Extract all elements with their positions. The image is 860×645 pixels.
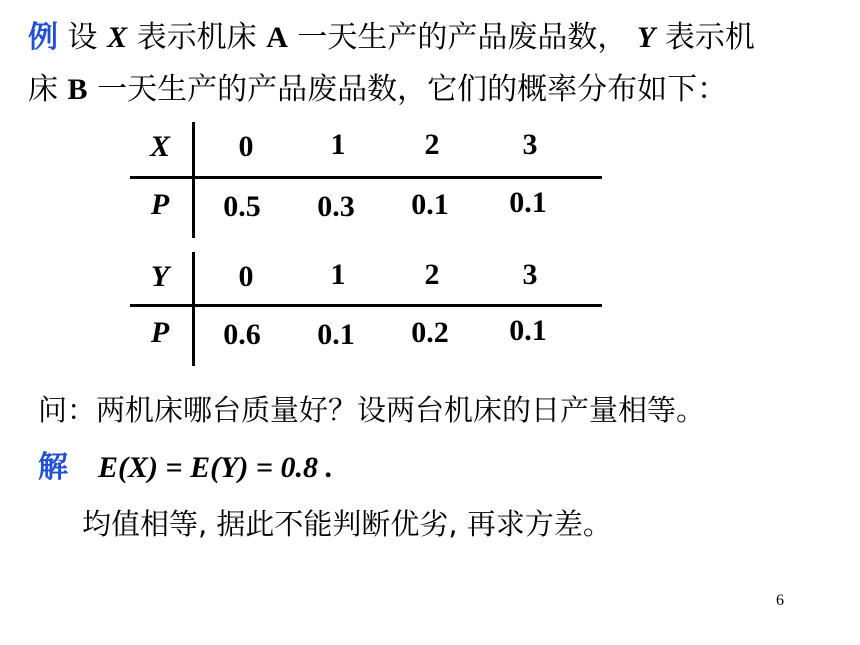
table-y-value: 3: [522, 258, 538, 291]
table-y-prob: 0.2: [411, 316, 449, 349]
question-text: 问：两机床哪台质量好？设两台机床的日产量相等。: [38, 393, 706, 427]
table-x-var-header: X: [149, 130, 170, 163]
table-x-value: 1: [330, 128, 346, 161]
problem-text-1: 设: [67, 20, 98, 55]
problem-text-4: 表示机: [664, 20, 755, 55]
table-y-value: 2: [424, 258, 440, 291]
distribution-table-x: [130, 122, 600, 238]
solution-label: 解: [38, 450, 68, 485]
table-y-divider-vertical: [192, 252, 195, 366]
table-x-prob-header: P: [150, 188, 170, 221]
table-y-prob: 0.1: [317, 318, 355, 351]
table-y-divider-horizontal: [130, 304, 602, 307]
problem-text-6: 一天生产的产品废品数，它们的概率分布如下：: [97, 72, 728, 107]
solution-note: 均值相等, 据此不能判断优劣, 再求方差。: [82, 507, 612, 541]
table-y-value: 0: [238, 260, 254, 293]
problem-text-5: 床: [28, 72, 58, 107]
table-x-prob: 0.1: [411, 188, 449, 221]
table-x-value: 0: [238, 130, 254, 163]
table-y-value: 1: [330, 258, 346, 291]
table-x-value: 2: [424, 128, 440, 161]
table-x-divider-horizontal: [130, 176, 602, 179]
machine-b: B: [67, 73, 88, 106]
table-x-divider-vertical: [192, 122, 195, 238]
table-x-prob: 0.3: [317, 190, 355, 223]
variable-y: Y: [636, 21, 656, 54]
table-y-var-header: Y: [150, 260, 170, 293]
distribution-table-y: [130, 252, 600, 366]
machine-a: A: [266, 21, 288, 54]
problem-line-1: [28, 18, 755, 58]
page-number: 6: [776, 592, 784, 609]
variable-x: X: [107, 21, 128, 54]
example-label: 例: [28, 20, 58, 55]
table-y-prob: 0.6: [223, 318, 261, 351]
problem-text-2: 表示机床: [136, 20, 257, 55]
table-x-prob: 0.5: [223, 190, 261, 223]
problem-line-2: [28, 70, 727, 110]
table-x-value: 3: [522, 128, 538, 161]
table-y-prob-header: P: [150, 316, 170, 349]
table-y-prob: 0.1: [509, 314, 547, 347]
table-x-prob: 0.1: [509, 186, 547, 219]
expectation-equation: E(X) = E(Y) = 0.8 .: [98, 451, 334, 484]
problem-text-3: 一天生产的产品废品数，: [297, 20, 628, 55]
